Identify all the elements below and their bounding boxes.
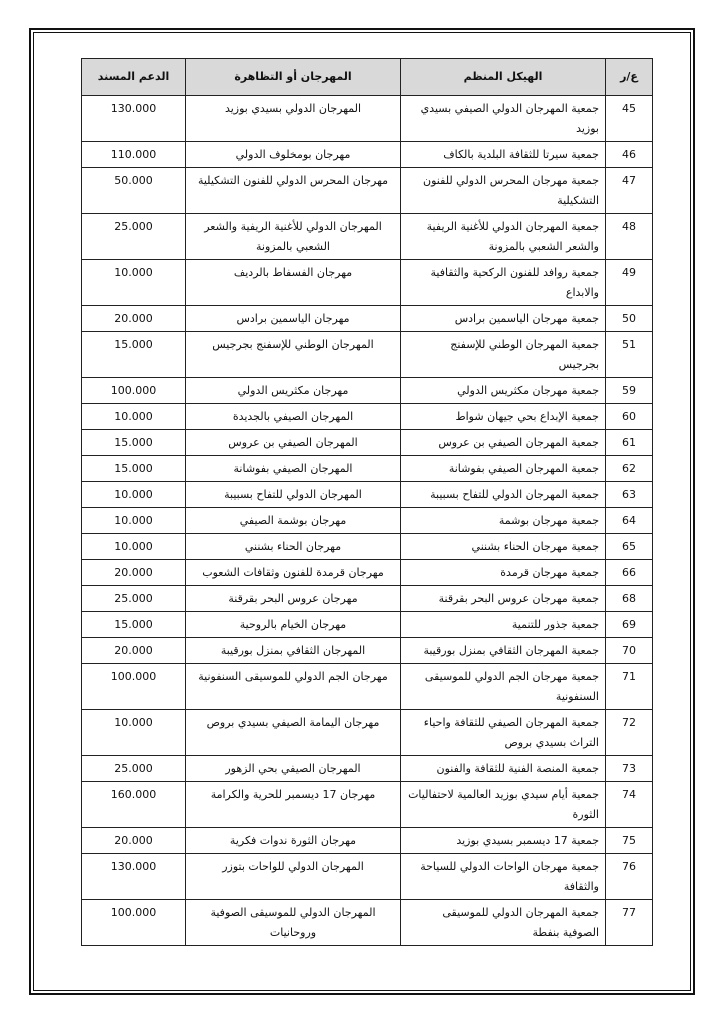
row-support: 25.000	[82, 586, 186, 612]
row-support: 10.000	[82, 710, 186, 756]
row-support: 100.000	[82, 664, 186, 710]
row-support: 100.000	[82, 378, 186, 404]
row-support: 130.000	[82, 96, 186, 142]
row-number: 76	[606, 854, 653, 900]
row-festival: مهرجان الحناء بشنني	[186, 534, 401, 560]
row-support: 10.000	[82, 482, 186, 508]
row-support: 100.000	[82, 900, 186, 946]
table-header-row	[82, 59, 653, 96]
row-festival: مهرجان اليمامة الصيفي بسيدي بروص	[186, 710, 401, 756]
row-support: 10.000	[82, 404, 186, 430]
row-number: 66	[606, 560, 653, 586]
row-organizer: جمعية المهرجان الدولي الصيفي بسيدي بوزيد	[401, 96, 606, 142]
row-number: 74	[606, 782, 653, 828]
row-number: 64	[606, 508, 653, 534]
row-support: 20.000	[82, 560, 186, 586]
row-number: 50	[606, 306, 653, 332]
row-number: 47	[606, 168, 653, 214]
row-organizer: جمعية 17 ديسمبر بسيدي بوزيد	[401, 828, 606, 854]
row-festival: مهرجان بومخلوف الدولي	[186, 142, 401, 168]
row-festival: المهرجان الصيفي بحي الزهور	[186, 756, 401, 782]
row-festival: المهرجان الصيفي بن عروس	[186, 430, 401, 456]
row-support: 20.000	[82, 638, 186, 664]
row-support: 10.000	[82, 260, 186, 306]
row-festival: المهرجان الوطني للإسفنج بجرجيس	[186, 332, 401, 378]
row-support: 160.000	[82, 782, 186, 828]
row-number: 62	[606, 456, 653, 482]
table-row	[82, 900, 653, 946]
row-festival: مهرجان عروس البحر بقرقنة	[186, 586, 401, 612]
table-row	[82, 756, 653, 782]
row-number: 69	[606, 612, 653, 638]
row-festival: المهرجان الدولي بسيدي بوزيد	[186, 96, 401, 142]
table-row	[82, 332, 653, 378]
table-row	[82, 214, 653, 260]
table-row	[82, 142, 653, 168]
row-festival: مهرجان قرمدة للفنون وثقافات الشعوب	[186, 560, 401, 586]
row-number: 71	[606, 664, 653, 710]
row-organizer: جمعية مهرجان قرمدة	[401, 560, 606, 586]
table-row	[82, 710, 653, 756]
row-festival: المهرجان الدولي للموسيقى الصوفية وروحانيات	[186, 900, 401, 946]
row-support: 15.000	[82, 612, 186, 638]
header-festival: المهرجان أو التظاهرة	[186, 59, 401, 96]
row-number: 61	[606, 430, 653, 456]
row-organizer: جمعية المهرجان الدولي للموسيقى الصوفية بنفطة	[401, 900, 606, 946]
table-row	[82, 828, 653, 854]
row-festival: المهرجان الصيفي بالجديدة	[186, 404, 401, 430]
row-number: 65	[606, 534, 653, 560]
row-organizer: جمعية المهرجان الصيفي بن عروس	[401, 430, 606, 456]
table-row	[82, 854, 653, 900]
row-festival: المهرجان الصيفي بفوشانة	[186, 456, 401, 482]
header-number: ع/ر	[606, 59, 653, 96]
row-festival: مهرجان الفسفاط بالرديف	[186, 260, 401, 306]
row-number: 70	[606, 638, 653, 664]
row-number: 48	[606, 214, 653, 260]
table-row	[82, 404, 653, 430]
row-festival: المهرجان الثقافي بمنزل بورقيبة	[186, 638, 401, 664]
row-organizer: جمعية المهرجان الصيفي للثقافة واحياء التراث بسيدي بروص	[401, 710, 606, 756]
table-row	[82, 96, 653, 142]
row-number: 63	[606, 482, 653, 508]
row-organizer: جمعية مهرجان الحناء بشنني	[401, 534, 606, 560]
row-support: 15.000	[82, 332, 186, 378]
row-organizer: جمعية أيام سيدي بوزيد العالمية لاحتفاليات الثورة	[401, 782, 606, 828]
row-organizer: جمعية روافد للفنون الركحية والثقافية والابداع	[401, 260, 606, 306]
row-organizer: جمعية المنصة الفنية للثقافة والفنون	[401, 756, 606, 782]
row-festival: مهرجان الثورة ندوات فكرية	[186, 828, 401, 854]
row-festival: مهرجان الجم الدولي للموسيقى السنفونية	[186, 664, 401, 710]
row-festival: مهرجان الياسمين برادس	[186, 306, 401, 332]
row-festival: مهرجان 17 ديسمبر للحرية والكرامة	[186, 782, 401, 828]
row-number: 49	[606, 260, 653, 306]
row-organizer: جمعية جذور للتنمية	[401, 612, 606, 638]
row-organizer: جمعية المهرجان الدولي للأغنية الريفية والشعر الشعبي بالمزونة	[401, 214, 606, 260]
table-row	[82, 560, 653, 586]
table-row	[82, 482, 653, 508]
row-number: 46	[606, 142, 653, 168]
row-number: 75	[606, 828, 653, 854]
row-number: 73	[606, 756, 653, 782]
row-support: 25.000	[82, 756, 186, 782]
row-organizer: جمعية المهرجان الوطني للإسفنج بجرجيس	[401, 332, 606, 378]
row-number: 68	[606, 586, 653, 612]
row-organizer: جمعية المهرجان الصيفي بفوشانة	[401, 456, 606, 482]
funding-table	[81, 58, 653, 946]
row-organizer: جمعية سيرتا للثقافة البلدية بالكاف	[401, 142, 606, 168]
header-organizer: الهيكل المنظم	[401, 59, 606, 96]
row-number: 45	[606, 96, 653, 142]
row-support: 130.000	[82, 854, 186, 900]
row-organizer: جمعية المهرجان الدولي للتفاح بسبيبة	[401, 482, 606, 508]
row-festival: مهرجان الخيام بالروحية	[186, 612, 401, 638]
row-support: 10.000	[82, 534, 186, 560]
row-festival: مهرجان المحرس الدولي للفنون التشكيلية	[186, 168, 401, 214]
row-organizer: جمعية مهرجان الجم الدولي للموسيقى السنفونية	[401, 664, 606, 710]
table-row	[82, 612, 653, 638]
row-organizer: جمعية مهرجان الياسمين برادس	[401, 306, 606, 332]
row-number: 72	[606, 710, 653, 756]
row-number: 59	[606, 378, 653, 404]
row-support: 20.000	[82, 306, 186, 332]
table-row	[82, 782, 653, 828]
row-number: 77	[606, 900, 653, 946]
row-support: 15.000	[82, 456, 186, 482]
row-support: 50.000	[82, 168, 186, 214]
table-row	[82, 260, 653, 306]
row-organizer: جمعية مهرجان بوشمة	[401, 508, 606, 534]
row-support: 15.000	[82, 430, 186, 456]
row-organizer: جمعية مهرجان مكثريس الدولي	[401, 378, 606, 404]
table-row	[82, 664, 653, 710]
row-support: 110.000	[82, 142, 186, 168]
header-support: الدعم المسند	[82, 59, 186, 96]
row-festival: مهرجان بوشمة الصيفي	[186, 508, 401, 534]
table-body	[82, 96, 653, 946]
table-row	[82, 378, 653, 404]
row-festival: المهرجان الدولي للواحات بتوزر	[186, 854, 401, 900]
row-festival: مهرجان مكثريس الدولي	[186, 378, 401, 404]
table-row	[82, 508, 653, 534]
row-organizer: جمعية مهرجان المحرس الدولي للفنون التشكيلية	[401, 168, 606, 214]
row-organizer: جمعية الإبداع بحي جيهان شواط	[401, 404, 606, 430]
table-row	[82, 168, 653, 214]
table-row	[82, 306, 653, 332]
row-organizer: جمعية مهرجان عروس البحر بقرقنة	[401, 586, 606, 612]
row-support: 20.000	[82, 828, 186, 854]
row-number: 60	[606, 404, 653, 430]
row-number: 51	[606, 332, 653, 378]
row-festival: المهرجان الدولي للأغنية الريفية والشعر الشعبي بالمزونة	[186, 214, 401, 260]
table-row	[82, 430, 653, 456]
row-support: 10.000	[82, 508, 186, 534]
table-row	[82, 638, 653, 664]
table-row	[82, 534, 653, 560]
row-festival: المهرجان الدولي للتفاح بسبيبة	[186, 482, 401, 508]
table-row	[82, 456, 653, 482]
row-support: 25.000	[82, 214, 186, 260]
table-row	[82, 586, 653, 612]
row-organizer: جمعية مهرجان الواحات الدولي للسياحة والثقافة	[401, 854, 606, 900]
row-organizer: جمعية المهرجان الثقافي بمنزل بورقيبة	[401, 638, 606, 664]
